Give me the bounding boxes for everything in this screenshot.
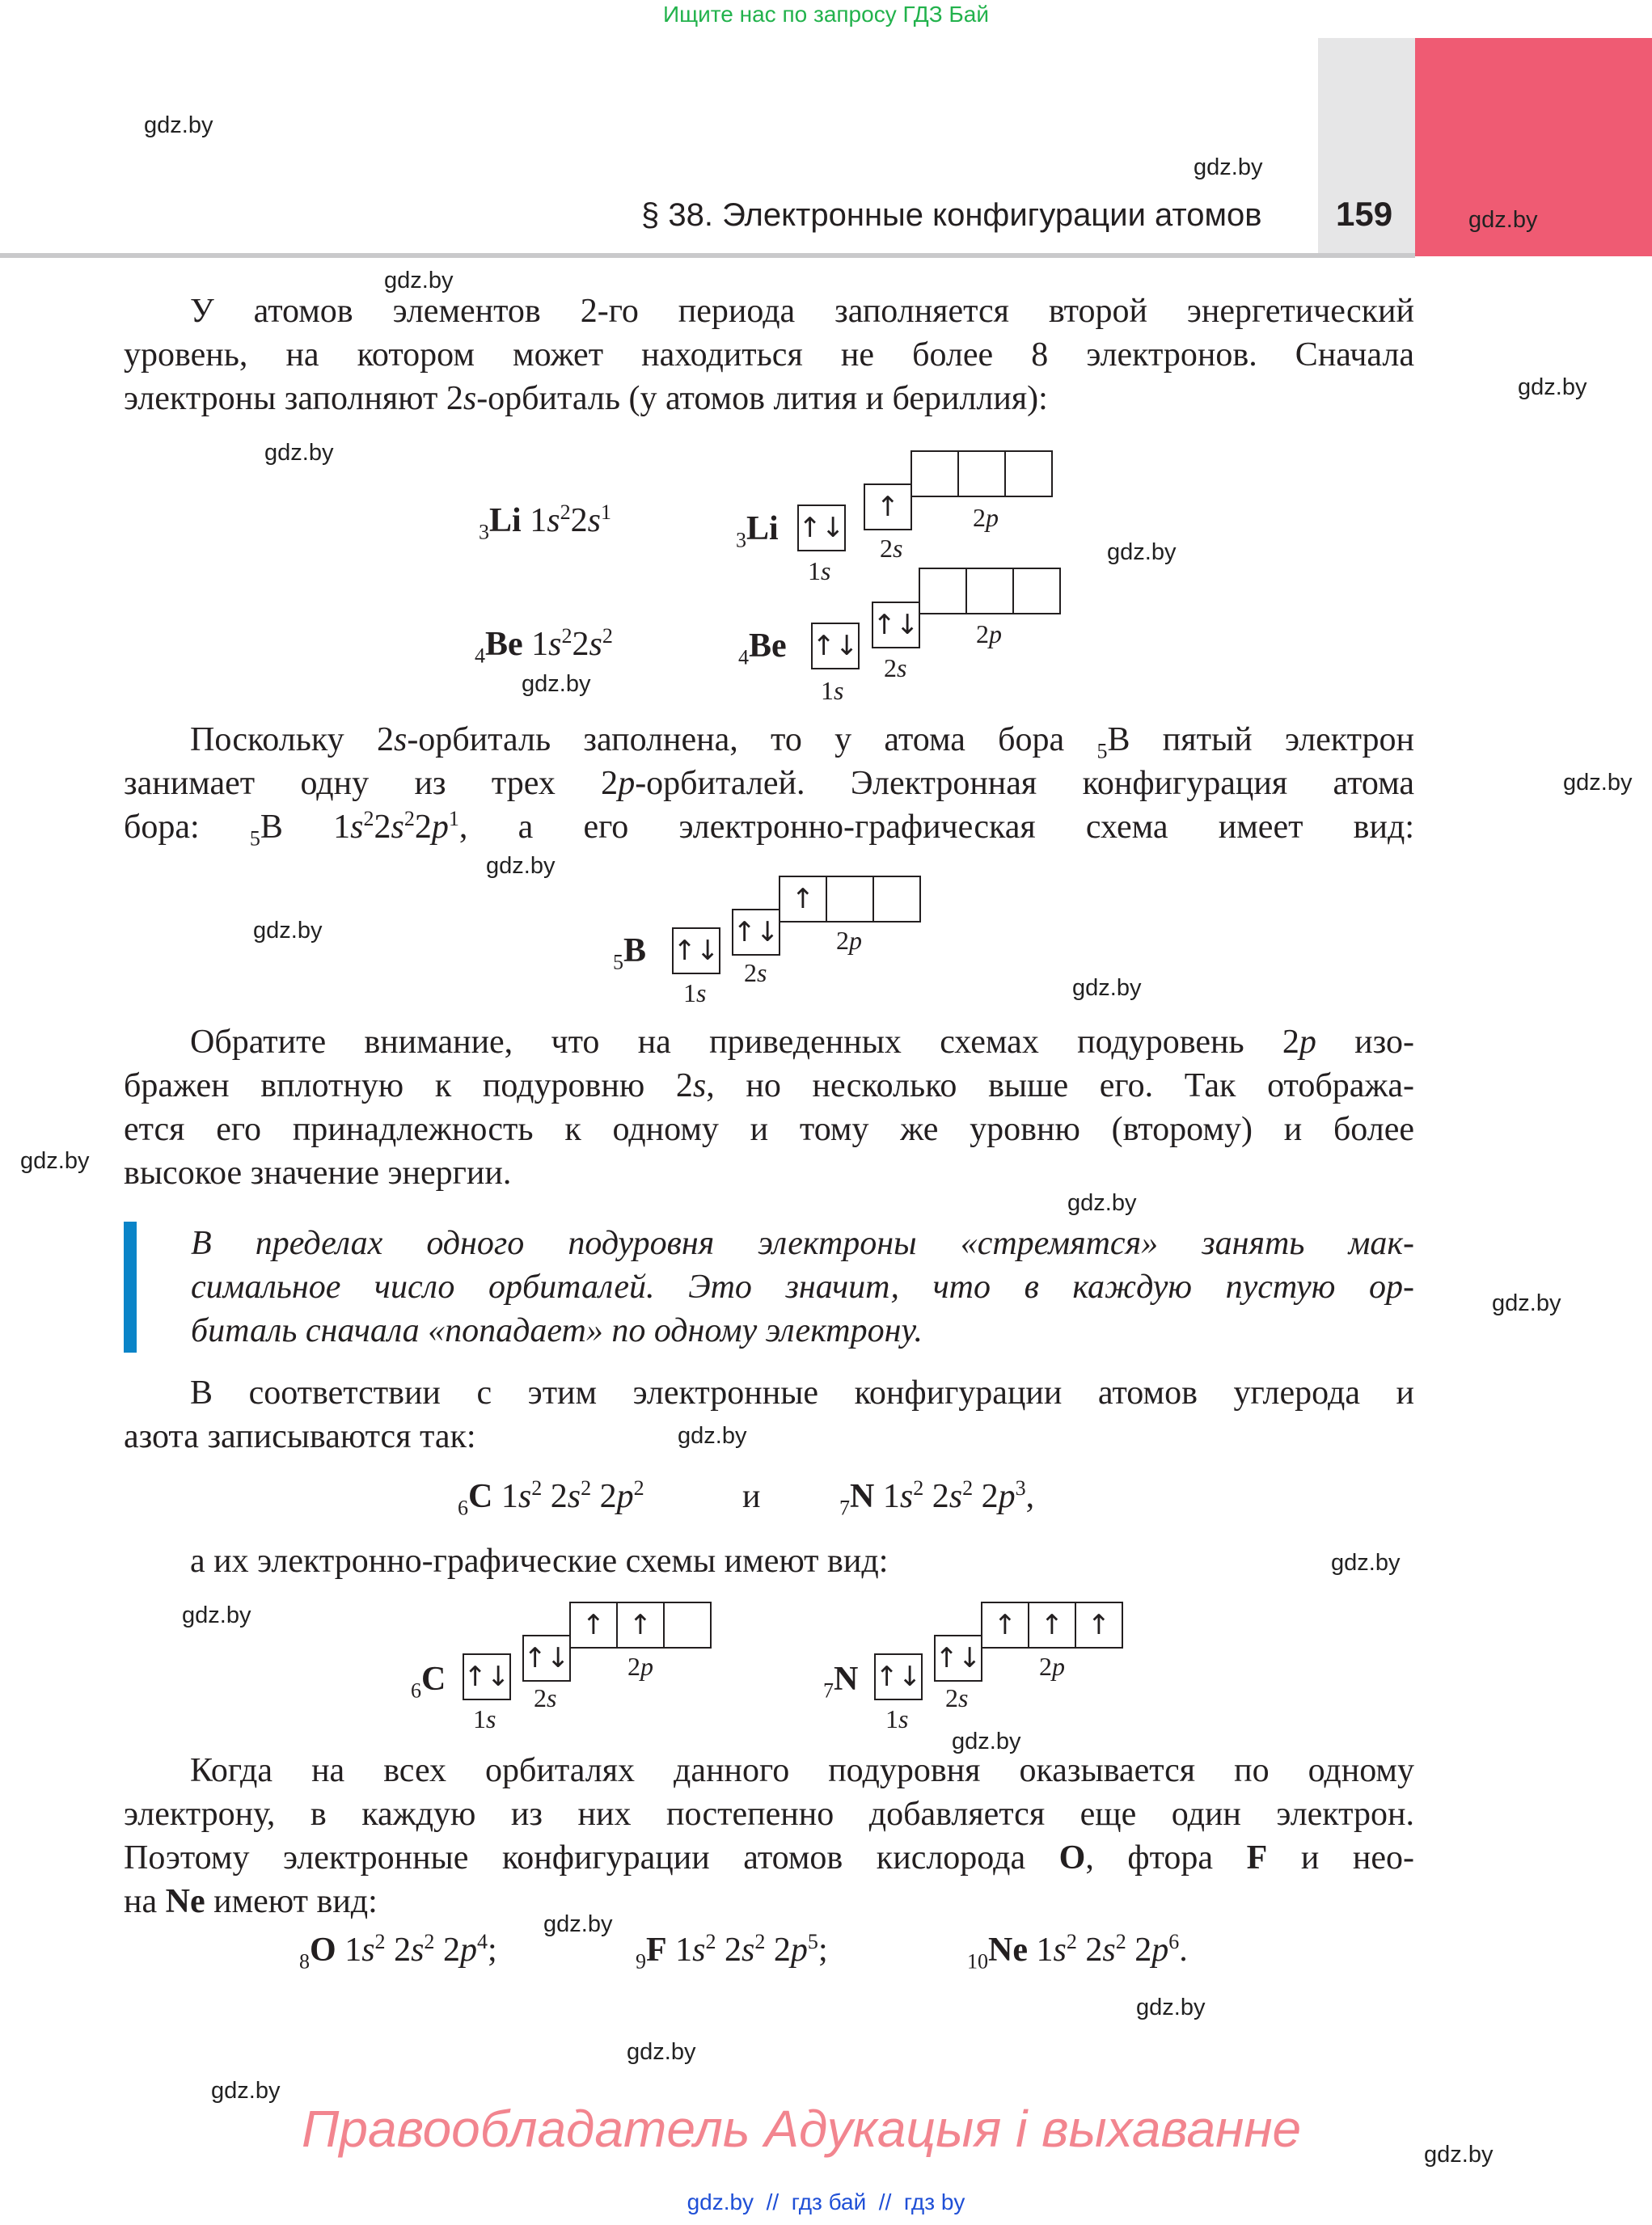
n-2s-label: 2s [945,1683,969,1712]
section-title: § 38. Электронные конфигурации атомов [641,197,1262,233]
n-1s-label: 1s [885,1704,909,1733]
paragraph-boron [124,718,1414,849]
c-diagram-symbol: $_6$C [411,1661,446,1703]
watermark[interactable]: gdz.by [264,440,334,466]
li-1s-label: 1s [808,556,831,585]
text-line: электроны заполняют 2s-орбиталь (у атомов лития и бериллия): [124,380,1048,417]
b-2p-box-1: ↑ [779,876,827,923]
watermark[interactable]: gdz.by [1136,1995,1206,2020]
text-line: ется его принадлежность к одному и тому же уровню (второму) и более [124,1111,1414,1148]
watermark[interactable]: gdz.by [1492,1290,1561,1316]
watermark[interactable]: gdz.by [1194,154,1263,180]
be-2s-box: ↑↓ [872,602,920,648]
watermark[interactable]: gdz.by [627,2039,696,2065]
watermark[interactable]: gdz.by [384,268,454,293]
text-line: симальное число орбиталей. Это значит, что в каждую пустую ор- [191,1269,1414,1306]
n-config: $_7$N $1s^2$ $2s^2$ $2p^3$, [839,1476,1035,1520]
top-banner[interactable]: Ищите нас по запросу ГДЗ Бай [662,2,990,27]
b-2p-label: 2p [836,926,862,955]
paragraph-note [124,1020,1414,1195]
text-line: бора: $_5$B $1s^22s^22p^1$, а его электронно-графическая схема имеет вид: [124,807,1414,851]
b-1s-box: ↑↓ [672,927,720,974]
text-line: Обратите внимание, что на приведенных схемах подуровень 2p изо- [190,1024,1414,1061]
text-line: занимает одну из трех 2p-орбиталей. Электронная конфигурация атома [124,765,1414,802]
watermark[interactable]: gdz.by [543,1911,613,1937]
watermark[interactable]: gdz.by [1072,975,1142,1001]
b-2p-box-2 [826,876,874,923]
be-1s-box: ↑↓ [811,623,860,669]
watermark[interactable]: gdz.by [253,918,323,944]
text-line: на Ne имеют вид: [124,1883,378,1920]
ne-config: $_{10}$Ne $1s^2$ $2s^2$ $2p^6$. [967,1930,1188,1974]
paragraph-schemes-intro: а их электронно-графические схемы имеют вид: [190,1543,889,1580]
watermark[interactable]: gdz.by [1468,207,1538,233]
b-2s-box: ↑↓ [732,909,780,956]
text-line: азота записываются так: [124,1418,476,1455]
rule-bar [124,1222,137,1353]
n-2p-label: 2p [1039,1652,1065,1681]
li-diagram-symbol: $_3$Li [736,510,779,552]
b-diagram-symbol: $_5$B [613,932,647,974]
watermark[interactable]: gdz.by [1067,1190,1137,1216]
be-1s-label: 1s [821,676,844,705]
watermark[interactable]: gdz.by [182,1602,251,1628]
li-2s-label: 2s [880,534,903,563]
be-2p-label: 2p [976,619,1002,648]
b-2p-box-3 [872,876,921,923]
li-2s-box: ↑ [864,483,912,530]
li-1s-box: ↑↓ [797,505,846,551]
text-line: Когда на всех орбиталях данного подуровня оказывается по одному [190,1752,1414,1789]
text-line: Поэтому электронные конфигурации атомов кислорода O, фтора F и нео- [124,1839,1414,1877]
text-line: В соответствии с этим электронные конфигурации атомов углерода и [190,1374,1414,1412]
paragraph-carbon-nitrogen [124,1371,1414,1459]
c-2p-box-1: ↑ [569,1602,618,1649]
be-2p-box-2 [965,568,1014,614]
watermark[interactable]: gdz.by [952,1729,1021,1754]
f-config: $_9$F $1s^2$ $2s^2$ $2p^5$; [636,1930,828,1974]
watermark[interactable]: gdz.by [486,853,556,879]
c-2p-label: 2p [627,1652,653,1681]
c-2p-box-2: ↑ [616,1602,665,1649]
watermark[interactable]: gdz.by [1107,539,1177,565]
be-2p-box-3 [1012,568,1061,614]
text-line: электрону, в каждую из них постепенно добавляется еще один электрон. [124,1796,1414,1833]
paragraph-o-f-ne [124,1749,1414,1923]
text-line: У атомов элементов 2-го периода заполняется второй энергетический [190,293,1414,330]
c-config: $_6$C $1s^2$ $2s^2$ $2p^2$ [458,1476,644,1520]
paragraph-intro [124,289,1414,420]
n-diagram-symbol: $_7$N [823,1661,859,1703]
c-1s-box: ↑↓ [463,1653,511,1700]
n-2s-box: ↑↓ [934,1635,982,1682]
n-2p-box-2: ↑ [1028,1602,1076,1649]
watermark[interactable]: gdz.by [522,671,591,697]
text-line: уровень, на котором может находиться не более 8 электронов. Сначала [124,336,1414,374]
text-line: В пределах одного подуровня электроны «стремятся» занять мак- [191,1225,1414,1262]
li-2p-box-2 [957,450,1006,497]
text-line: Поскольку 2s-орбиталь заполнена, то у атома бора $_5$B пятый электрон [190,721,1415,763]
be-config: $_4$Be $1s^22s^2$ [475,624,613,668]
watermark[interactable]: gdz.by [1331,1550,1401,1576]
c-2s-box: ↑↓ [522,1635,571,1682]
and-word: и [742,1478,761,1515]
header-rule [0,253,1415,258]
n-2p-box-1: ↑ [981,1602,1029,1649]
watermark[interactable]: gdz.by [211,2078,281,2104]
c-2s-label: 2s [534,1683,557,1712]
n-1s-box: ↑↓ [874,1653,923,1700]
li-2p-box-1 [911,450,959,497]
o-config: $_8$O $1s^2$ $2s^2$ $2p^4$; [299,1930,497,1974]
watermark[interactable]: gdz.by [1424,2142,1494,2168]
watermark[interactable]: gdz.by [144,112,213,138]
text-line: биталь сначала «попадает» по одному электрону. [191,1312,923,1349]
li-2p-label: 2p [973,503,999,532]
li-2p-box-3 [1004,450,1053,497]
b-1s-label: 1s [683,978,707,1007]
li-config: $_3$Li $1s^22s^1$ [479,500,611,544]
n-2p-box-3: ↑ [1075,1602,1123,1649]
be-diagram-symbol: $_4$Be [738,627,787,669]
rule-text [191,1222,1414,1353]
be-2s-label: 2s [884,653,907,682]
page-number: 159 [1336,195,1393,233]
watermark[interactable]: gdz.by [678,1423,747,1449]
c-1s-label: 1s [473,1704,496,1733]
bottom-links[interactable]: gdz.by // гдз бай // гдз by [687,2189,965,2214]
text-line: высокое значение энергии. [124,1155,512,1192]
watermark[interactable]: gdz.by [1518,374,1587,400]
copyright-notice: Правообладатель Адукацыя і выхаванне [302,2100,1302,2158]
c-2p-box-3 [663,1602,712,1649]
b-2s-label: 2s [744,958,767,987]
be-2p-box-1 [919,568,967,614]
watermark[interactable]: gdz.by [1563,770,1633,796]
watermark[interactable]: gdz.by [20,1148,90,1174]
text-line: бражен вплотную к подуровню 2s, но несколько выше его. Так отобража- [124,1067,1414,1104]
